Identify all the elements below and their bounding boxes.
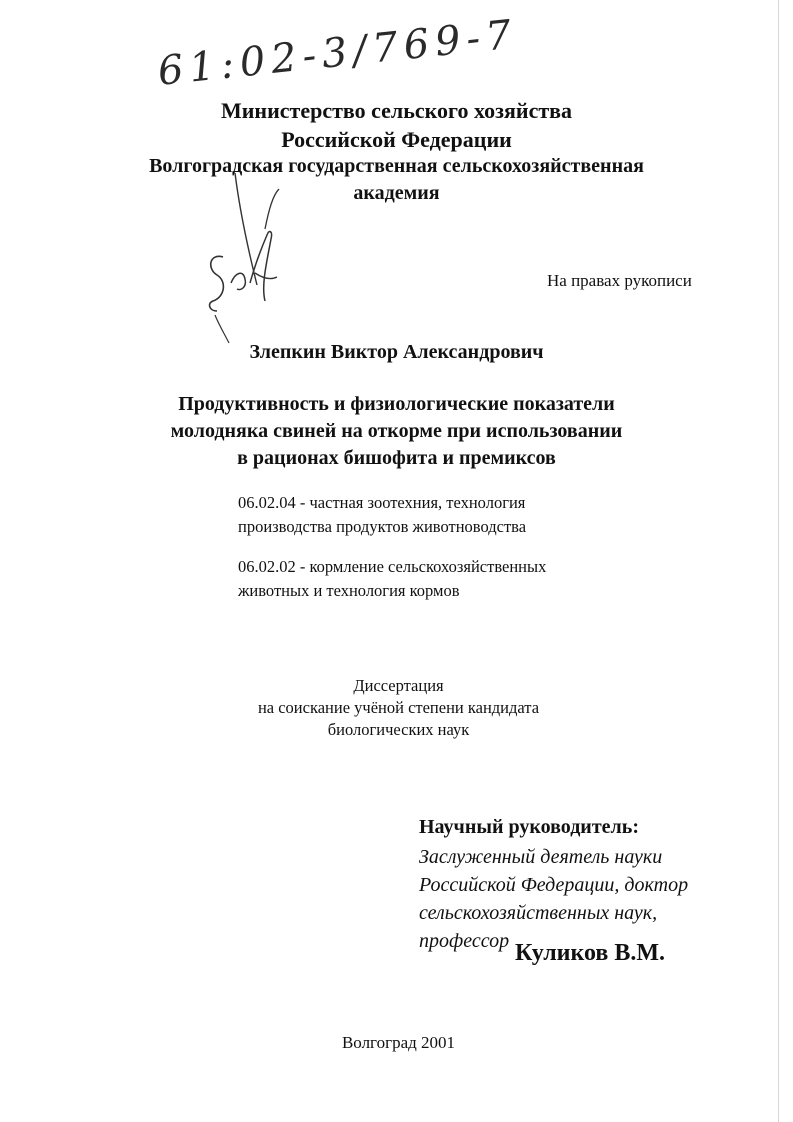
supervisor-name: Куликов В.М. [515,940,666,966]
specialty-1-line-2: производства продуктов животноводства [238,517,527,536]
academy-line-2: академия [353,182,440,204]
specialty-2-line-2: животных и технология кормов [238,581,460,600]
specialty-2-line-1: 06.02.02 - кормление сельскохозяйственных [238,557,547,576]
author-name: Злепкин Виктор Александрович [249,341,544,363]
supervisor-title [419,843,688,955]
dissertation-line-1: Диссертация [353,676,444,695]
supervisor-title-line-4: профессор [419,930,510,952]
dissertation-title-line-3: в рационах бишофита и премиксов [237,447,556,469]
supervisor-title-line-3: сельскохозяйственных наук, [419,902,658,924]
archive-number: 61:02-3/769-7 [155,11,520,95]
dissertation-line-3: биологических наук [327,720,470,739]
specialty-1-line-1: 06.02.04 - частная зоотехния, технология [238,493,526,512]
dissertation-type [2,675,793,741]
supervisor-heading: Научный руководитель: [419,816,639,838]
supervisor-title-line-1: Заслуженный деятель науки [419,846,663,868]
ministry-line-1: Министерство сельского хозяйства [220,98,573,123]
dissertation-title-line-2: молодняка свиней на откорме при использовании [170,420,623,442]
specialty-2 [238,555,546,603]
place-year: Волгоград 2001 [341,1033,456,1052]
ministry-line-2: Российской Федерации [281,127,512,152]
specialty-1 [238,491,526,539]
dissertation-line-2: на соискание учёной степени кандидата [257,698,540,717]
supervisor-title-line-2: Российской Федерации, доктор [419,874,689,896]
dissertation-title-line-1: Продуктивность и физиологические показатели [178,393,615,415]
manuscript-note: На правах рукописи [547,271,692,290]
academy-line-1: Волгоградская государственная сельскохозяйственная [149,155,644,177]
